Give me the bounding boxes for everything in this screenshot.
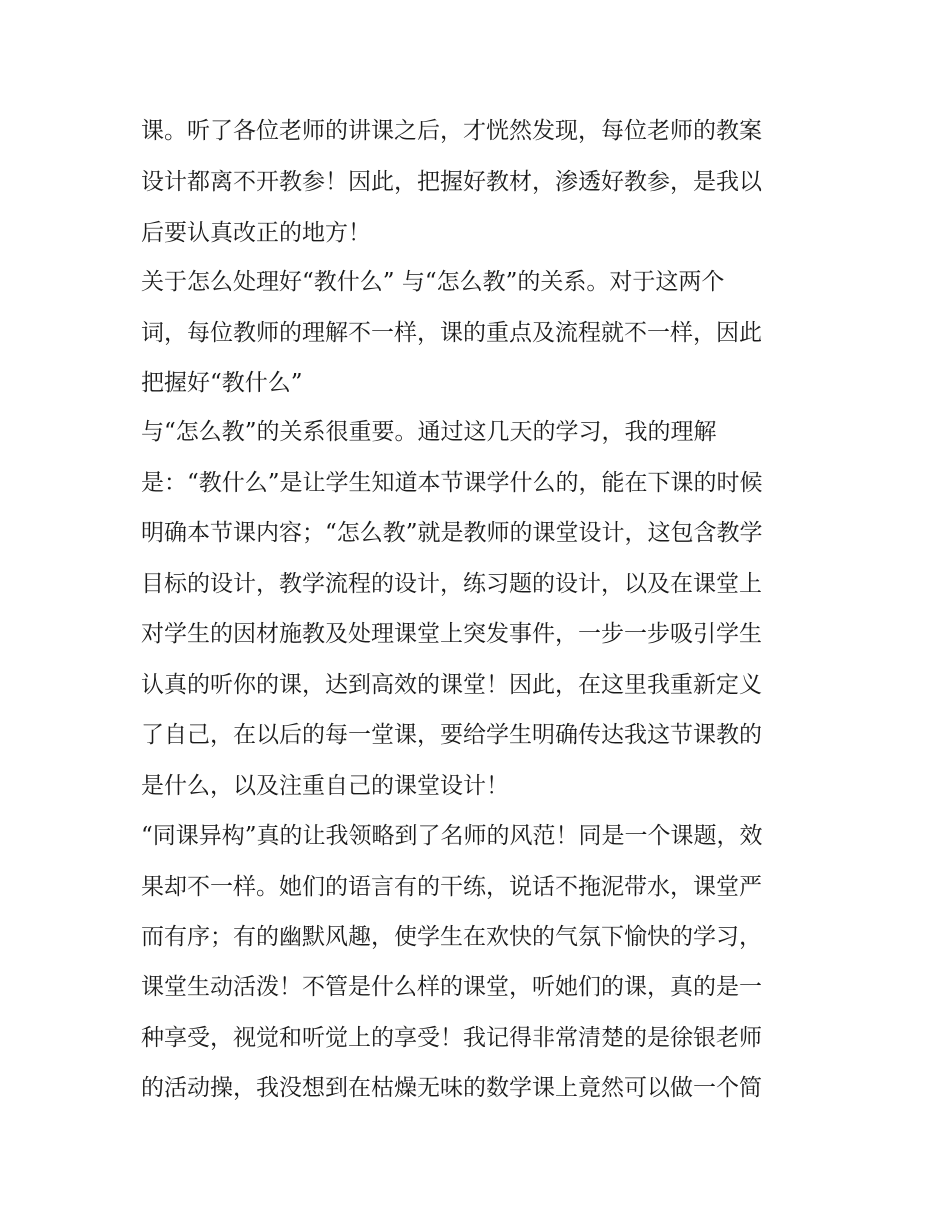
text-line: 对学生的因材施教及处理课堂上突发事件，一步一步吸引学生 xyxy=(141,621,762,647)
text-line: 课。听了各位老师的讲课之后，才恍然发现，每位老师的教案 xyxy=(141,118,762,144)
text-line: 把握好“教什么” xyxy=(141,370,303,396)
text-line: 了自己，在以后的每一堂课，要给学生明确传达我这节课教的 xyxy=(141,722,762,748)
text-line: 的活动操，我没想到在枯燥无味的数学课上竟然可以做一个简 xyxy=(141,1075,762,1101)
text-line: 后要认真改正的地方！ xyxy=(141,220,371,246)
text-line: 而有序；有的幽默风趣，使学生在欢快的气氛下愉快的学习， xyxy=(141,924,762,950)
text-line: 认真的听你的课，达到高效的课堂！因此，在这里我重新定义 xyxy=(141,672,762,698)
text-line: 是什么，以及注重自己的课堂设计！ xyxy=(141,773,509,799)
text-line: “同课异构”真的让我领略到了名师的风范！同是一个课题，效 xyxy=(141,823,763,849)
text-line: 关于怎么处理好“教什么” 与“怎么教”的关系。对于这两个 xyxy=(141,269,725,295)
text-line: 种享受，视觉和听觉上的享受！我记得非常清楚的是徐银老师 xyxy=(141,1025,762,1051)
text-line: 课堂生动活泼！不管是什么样的课堂，听她们的课，真的是一 xyxy=(141,974,762,1000)
text-line: 与“怎么教”的关系很重要。通过这几天的学习，我的理解 xyxy=(141,419,717,445)
text-line: 果却不一样。她们的语言有的干练，说话不拖泥带水，课堂严 xyxy=(141,874,762,900)
text-line: 明确本节课内容；“怎么教”就是教师的课堂设计，这包含教学 xyxy=(141,520,763,546)
text-line: 是：“教什么”是让学生知道本节课学什么的，能在下课的时候 xyxy=(141,470,763,496)
text-line: 词，每位教师的理解不一样，课的重点及流程就不一样，因此 xyxy=(141,320,762,346)
text-line: 目标的设计，教学流程的设计，练习题的设计，以及在课堂上 xyxy=(141,571,762,597)
text-line: 设计都离不开教参！因此，把握好教材，渗透好教参，是我以 xyxy=(141,169,762,195)
